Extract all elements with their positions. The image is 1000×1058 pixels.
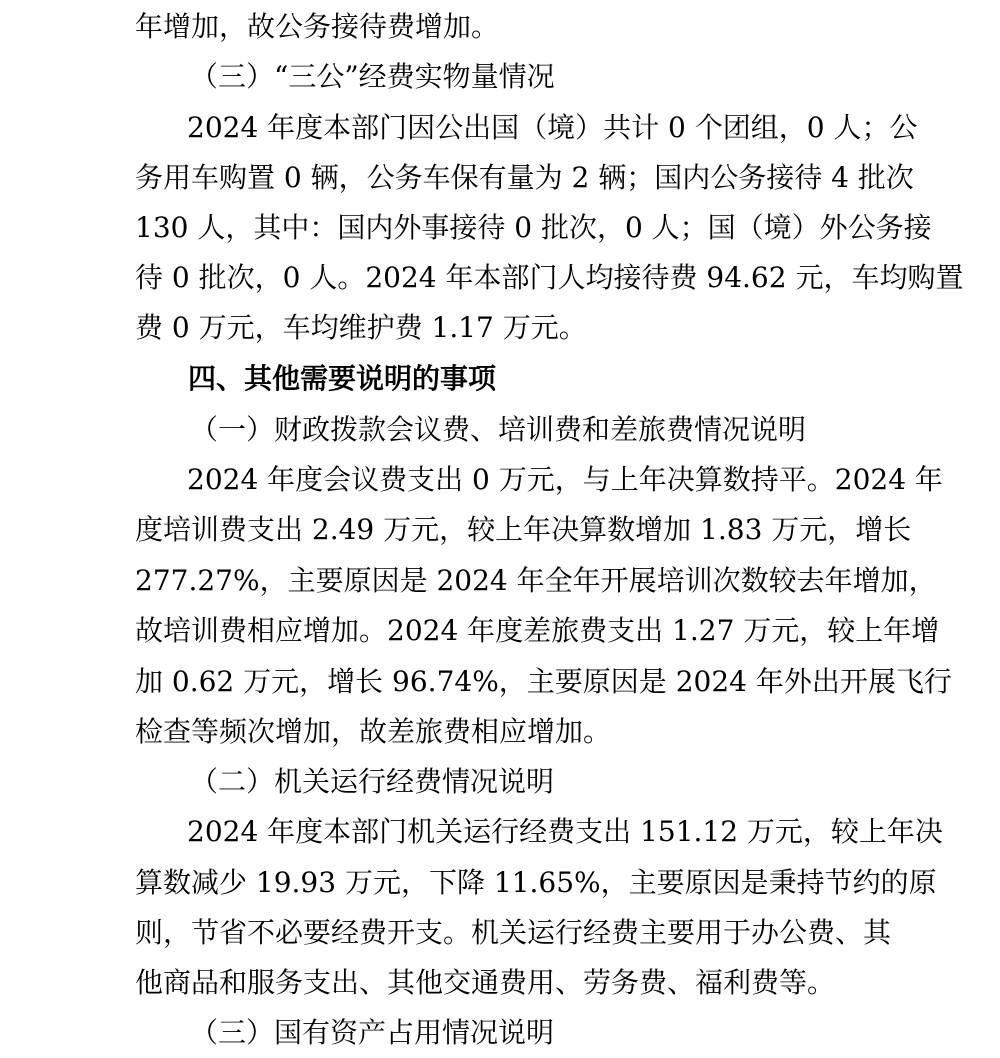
paragraph-line-12: 277.27%，主要原因是 2024 年全年开展培训次数较去年增加， — [135, 564, 937, 597]
paragraph-line-4: 务用车购置 0 辆，公务车保有量为 2 辆；国内公务接待 4 批次 — [135, 161, 914, 194]
subsection-heading-1: （一）财政拨款会议费、培训费和差旅费情况说明 — [190, 413, 807, 446]
subsection-heading-3: （三）国有资产占用情况说明 — [190, 1016, 555, 1049]
section-heading-4: 四、其他需要说明的事项 — [188, 362, 497, 395]
paragraph-line-5: 130 人，其中：国内外事接待 0 批次，0 人；国（境）外公务接 — [135, 211, 932, 244]
paragraph-line-7: 费 0 万元，车均维护费 1.17 万元。 — [135, 311, 587, 344]
paragraph-line-6: 待 0 批次，0 人。2024 年本部门人均接待费 94.62 元，车均购置 — [135, 261, 964, 294]
paragraph-line-3: 2024 年度本部门因公出国（境）共计 0 个团组，0 人；公 — [187, 111, 918, 144]
paragraph-line-11: 度培训费支出 2.49 万元，较上年决算数增加 1.83 万元，增长 — [135, 513, 912, 546]
paragraph-line-10: 2024 年度会议费支出 0 万元，与上年决算数持平。2024 年 — [187, 463, 943, 496]
paragraph-line-19: 则，节省不必要经费开支。机关运行经费主要用于办公费、其 — [135, 916, 892, 949]
paragraph-line-18: 算数减少 19.93 万元，下降 11.65%，主要原因是秉持节约的原 — [135, 866, 937, 899]
paragraph-line-20: 他商品和服务支出、其他交通费用、劳务费、福利费等。 — [135, 966, 836, 999]
paragraph-line-14: 加 0.62 万元，增长 96.74%，主要原因是 2024 年外出开展飞行 — [135, 665, 952, 698]
paragraph-line-13: 故培训费相应增加。2024 年度差旅费支出 1.27 万元，较上年增 — [135, 614, 940, 647]
paragraph-line-17: 2024 年度本部门机关运行经费支出 151.12 万元，较上年决 — [187, 815, 943, 848]
section-heading-3: （三）“三公”经费实物量情况 — [190, 60, 555, 93]
subsection-heading-2: （二）机关运行经费情况说明 — [190, 765, 555, 798]
paragraph-line-15: 检查等频次增加，故差旅费相应增加。 — [135, 715, 612, 748]
paragraph-line-1: 年增加，故公务接待费增加。 — [135, 10, 500, 43]
